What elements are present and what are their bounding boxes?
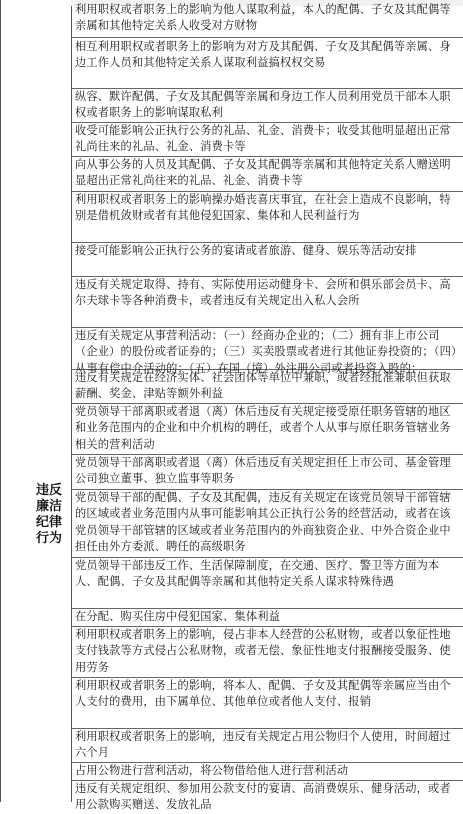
row-text: 利用职权或者职务上的影响，将本人、配偶、子女及其配偶等亲属应当由个人支付的费用，由下属单位、其他单位或者他人支付、报销 bbox=[75, 679, 451, 709]
table-row bbox=[71, 627, 463, 678]
table-row bbox=[71, 490, 463, 558]
table-row bbox=[71, 558, 463, 609]
category-column bbox=[0, 0, 72, 802]
row-text: 接受可能影响公正执行公务的宴请或者旅游、健身、娱乐等活动安排 bbox=[75, 244, 417, 257]
row-text: 收受可能影响公正执行公务的礼品、礼金、消费卡；收受其他明显超出正常礼尚往来的礼品、礼金、消费卡等 bbox=[75, 124, 451, 154]
row-text: 利用职权或者职务上的影响，侵占非本人经营的公私财物，或者以象征性地支付钱款等方式侵占公私财物，或者无偿、象征性地支付报酬接受服务、使用劳务 bbox=[75, 628, 451, 674]
row-text: 占用公物进行营利活动，将公物借给他人进行营利活动 bbox=[75, 764, 349, 777]
table-row bbox=[71, 609, 463, 627]
category-label bbox=[36, 483, 68, 547]
row-text: 在分配、购买住房中侵犯国家、集体利益 bbox=[75, 610, 280, 623]
row-text: 党员领导干部离职或者退（离）休后违反有关规定接受原任职务管辖的地区和业务范围内的企业和中介机构的聘任，或者个人从事与原任职务管辖业务相关的营利活动 bbox=[75, 405, 451, 451]
category-line: 纪律 bbox=[36, 515, 63, 530]
category-line: 行为 bbox=[36, 531, 63, 546]
row-text: 违反有关规定从事营利活动：（一）经商办企业的；（二）拥有非上市公司（企业）的股份或者证券的；（三）买卖股票或者进行其他证券投资的；（四）从事有偿中介活动的；（五）在国（境）外注册公司或者投资入股的； bbox=[75, 329, 457, 375]
table-row bbox=[71, 328, 463, 375]
row-text: 相互利用职权或者职务上的影响为对方及其配偶、子女及其配偶等亲属、身边工作人员和其他特定关系人谋取利益搞权权交易 bbox=[75, 40, 451, 70]
table-row bbox=[71, 157, 463, 192]
table-row bbox=[71, 38, 463, 89]
table-row bbox=[71, 729, 463, 763]
table-row bbox=[71, 0, 463, 38]
row-text: 纵容、默许配偶、子女及其配偶等亲属和身边工作人员利用党员干部本人职权或者职务上的影响谋取私利 bbox=[75, 90, 451, 120]
table-row bbox=[71, 89, 463, 123]
table-left-border bbox=[0, 0, 1, 802]
row-text: 向从事公务的人员及其配偶、子女及其配偶等亲属和其他特定关系人赠送明显超出正常礼尚往来的礼品、礼金、消费卡等 bbox=[75, 158, 451, 188]
row-text: 利用职权或者职务上的影响，违反有关规定占用公物归个人使用，时间超过六个月 bbox=[75, 730, 451, 760]
row-text: 利用职权或者职务上的影响操办婚丧喜庆事宜，在社会上造成不良影响，特别是借机敛财或者有其他侵犯国家、集体和人民利益行为 bbox=[75, 193, 451, 223]
table-row bbox=[71, 404, 463, 455]
table-row bbox=[71, 763, 463, 781]
table-row bbox=[71, 781, 463, 812]
row-text: 违反有关规定在经济实体、社会团体等单位中兼职，或者经批准兼职但获取薪酬、奖金、津贴等额外利益 bbox=[75, 371, 451, 401]
row-text: 党员领导干部离职或者退（离）休后违反有关规定担任上市公司、基金管理公司独立董事、独立监事等职务 bbox=[75, 456, 451, 486]
table-row bbox=[71, 123, 463, 157]
table-row bbox=[71, 192, 463, 243]
category-line: 廉洁 bbox=[36, 499, 63, 514]
category-line: 违反 bbox=[36, 483, 63, 498]
table-row bbox=[71, 455, 463, 490]
row-text: 党员领导干部违反工作、生活保障制度，在交通、医疗、警卫等方面为本人、配偶、子女及其配偶等亲属和其他特定关系人谋求特殊待遇 bbox=[75, 559, 440, 589]
table-body bbox=[71, 0, 463, 812]
row-text: 违反有关规定组织、参加用公款支付的宴请、高消费娱乐、健身活动，或者用公款购买赠送、发放礼品 bbox=[75, 782, 451, 812]
table-row bbox=[71, 243, 463, 277]
row-text: 违反有关规定取得、持有、实际使用运动健身卡、会所和俱乐部会员卡、高尔夫球卡等各种消费卡，或者违反有关规定出入私人会所 bbox=[75, 278, 451, 308]
table-row bbox=[71, 370, 463, 404]
table-row bbox=[71, 678, 463, 729]
row-text: 党员领导干部的配偶、子女及其配偶，违反有关规定在该党员领导干部管辖的区域或者业务范围内从事可能影响其公正执行公务的经营活动，或者在该党员领导干部管辖的区域或者业务范围内的外商独资企业、中外合资企业中担任由外方委派、聘任的高级职务 bbox=[75, 491, 451, 554]
row-text: 利用职权或者职务上的影响为他人谋取利益，本人的配偶、子女及其配偶等亲属和其他特定关系人收受对方财物 bbox=[75, 3, 451, 33]
table-row bbox=[71, 277, 463, 328]
